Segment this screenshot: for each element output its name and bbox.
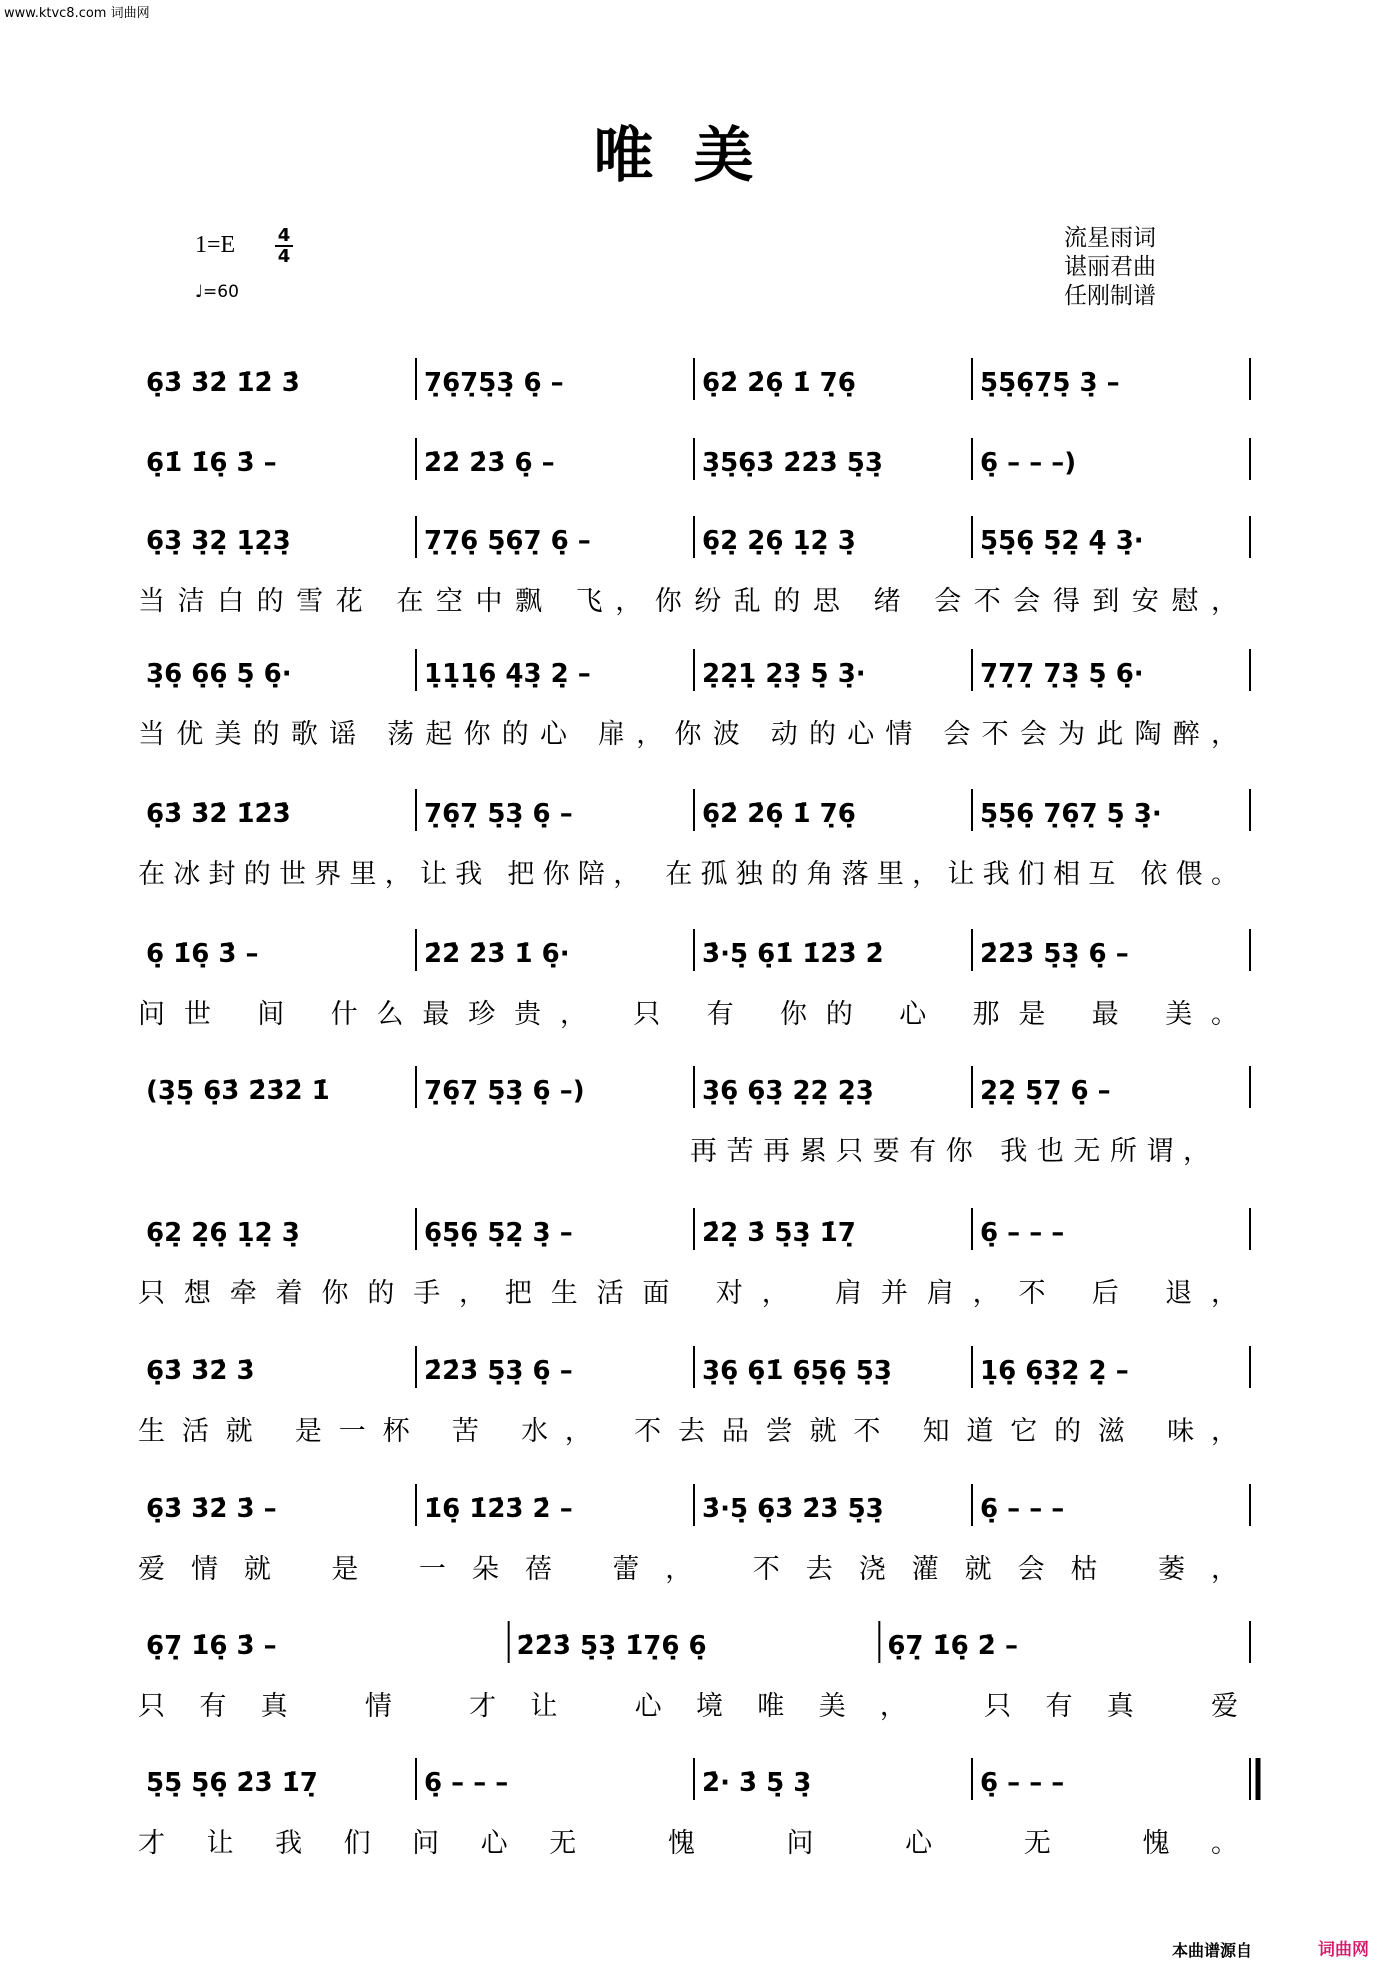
measure: 6̣7̣ 1̇6̣ 2̇ – (887, 1631, 1018, 1661)
lyric-line: 只有真 情 才让 心境唯美， 只有真 爱 (138, 1691, 1238, 1722)
measure: 6̣2̇ 2̇6̣ 1̇ 7̣6̣ (702, 368, 856, 398)
measure: 6̣ 1̇6̣ 3̇ – (146, 939, 259, 969)
measure: 6̣5̣6̣ 5̣2̣ 3̣ – (424, 1218, 573, 1248)
measure: 2̇2̇3̇ 5̣3̣ 6̣ – (980, 939, 1129, 969)
lyric-line: 才让我们问心无 愧 问 心 无 愧。 (138, 1828, 1238, 1859)
measure: 7̣6̣7̣ 5̣3̣ 6̣ –) (424, 1076, 585, 1106)
measure: 2̇2̇3̇ 5̣3̣ 1̇7̣6̣ 6̣ (516, 1631, 707, 1661)
measure: 6̣2̇ 2̇6̣ 1̇ 7̣6̣ (702, 799, 856, 829)
lyric-line: 爱情就 是 一朵蓓 蕾， 不去浇灌就会枯 萎， (138, 1554, 1238, 1585)
measure: 2̇· 3̇ 5̣ 3̣ (702, 1768, 812, 1798)
measure: 2̇2̇ 2̇3̇ 1̇ 6̣· (424, 939, 570, 969)
measure: 2̇2̇3̇ 5̣3̣ 6̣ – (424, 1356, 573, 1386)
measure: 6̣3̇ 3̇2̇ 1̇2̇ 3̇ (146, 368, 300, 398)
time-signature-bottom: 4 (275, 245, 293, 266)
measure: 6̣1̇ 1̇6̣ 3̇ – (146, 448, 277, 478)
tempo-marking: ♩=60 (195, 282, 239, 302)
lyric-line: 问世 间 什么最珍贵， 只 有 你的 心 那是 最 美。 (138, 999, 1238, 1030)
measure: 5̣5̣ 5̣6̣ 2̇3̇ 1̇7̣ (146, 1768, 318, 1798)
measure: 3̣6̣ 6̣6̣ 5̣ 6̣· (146, 659, 292, 689)
lyric-line: 再苦再累只要有你 我也无所谓， (690, 1136, 1210, 1167)
measure: 1̣6̣ 6̣3̣2̣ 2̣ – (980, 1356, 1129, 1386)
measure: 2̇2̣ 3̇ 5̣3̣ 1̇7̣ (702, 1218, 856, 1248)
measure: 6̣ – – – (980, 1494, 1065, 1524)
measure: 6̣ – – – (980, 1218, 1065, 1248)
time-signature-top: 4 (277, 225, 291, 246)
composer-credit: 谌丽君曲 (1064, 254, 1156, 280)
song-title: 唯美 (593, 121, 794, 191)
measure: 3̇·5̣ 6̣1̇ 1̇2̇3̇ 2̇ (702, 939, 884, 969)
site-watermark: www.ktvc8.com 词曲网 (4, 6, 150, 21)
measure: 5̣5̣6̣7̣5̣ 3̣ – (980, 368, 1120, 398)
measure: 7̣7̣7̣ 7̣3̣ 5̣ 6̣· (980, 659, 1144, 689)
measure: 3̇·5̣ 6̣3̇ 2̇3̇ 5̣3̣ (702, 1494, 884, 1524)
measure: 6̣ – – – (980, 1768, 1065, 1798)
measure: 6̣3̇ 3̇2̇ 3̇ (146, 1356, 255, 1386)
measure: 6̣3̣ 3̣2̣ 1̣2̣3̣ (146, 526, 291, 556)
key-signature: 1=E (195, 232, 236, 258)
measure: 3̣6̣ 6̣3̣ 2̣2̣ 2̣3̣ (702, 1076, 874, 1106)
footer-source: 本曲谱源自 (1172, 1941, 1253, 1960)
lyric-line: 在冰封的世界里，让我 把你陪， 在孤独的角落里，让我们相互 依偎。 (138, 859, 1238, 890)
measure: 6̣3̇ 3̇2̇ 1̇2̇3̇ (146, 799, 291, 829)
measure: (3̣5̣ 6̣3̇ 2̇3̇2̇ 1̇ (146, 1076, 330, 1106)
measure: 6̣2̣ 2̣6̣ 1̣2̣ 3̣ (146, 1218, 300, 1248)
lyricist-credit: 流星雨词 (1064, 225, 1156, 251)
measure: 2̇2̇ 2̇3̇ 6̣ – (424, 448, 555, 478)
measure: 6̣2̣ 2̣6̣ 1̣2̣ 3̣ (702, 526, 856, 556)
measure: 6̣ – – – (424, 1768, 509, 1798)
lyric-line: 生活就 是一杯 苦 水， 不去品尝就不 知道它的滋 味， (138, 1416, 1239, 1447)
measure: 5̣5̣6̣ 7̣6̣7̣ 5̣ 3̣· (980, 799, 1162, 829)
measure: 1̇6̣ 1̇2̇3̇ 2̇ – (424, 1494, 573, 1524)
measure: 3̣6̣ 6̣1̇ 6̣5̣6̣ 5̣3̣ (702, 1356, 892, 1386)
measure: 3̣5̣6̣3̇ 2̇2̇3̇ 5̣3̣ (702, 448, 883, 478)
measure: 6̣ – – –) (980, 448, 1077, 478)
measure: 2̣2̣ 5̣7̣ 6̣ – (980, 1076, 1111, 1106)
measure: 7̣7̣6̣ 5̣6̣7̣ 6̣ – (424, 526, 591, 556)
lyric-line: 只想牵着你的手，把生活面 对， 肩并肩，不 后 退， (138, 1278, 1238, 1309)
lyric-line: 当优美的歌谣 荡起你的心 扉，你波 动的心情 会不会为此陶醉， (138, 719, 1238, 750)
measure: 6̣7̣ 1̇6̣ 3̇ – (146, 1631, 277, 1661)
arranger-credit: 任刚制谱 (1064, 283, 1156, 309)
lyric-line: 当洁白的雪花 在空中飘 飞，你纷乱的思 绪 会不会得到安慰， (138, 586, 1238, 617)
measure: 7̣6̣7̣ 5̣3̣ 6̣ – (424, 799, 573, 829)
site-logo: 词曲网 (1318, 1940, 1369, 1960)
measure: 7̣6̣7̣5̣3̣ 6̣ – (424, 368, 564, 398)
measure: 5̣5̣6̣ 5̣2̣ 4̣ 3̣· (980, 526, 1144, 556)
measure: 1̣1̣1̣6̣ 4̣3̣ 2̣ – (424, 659, 591, 689)
measure: 6̣3̇ 3̇2̇ 3̇ – (146, 1494, 277, 1524)
measure: 2̣2̣1̣ 2̣3̣ 5̣ 3̣· (702, 659, 866, 689)
